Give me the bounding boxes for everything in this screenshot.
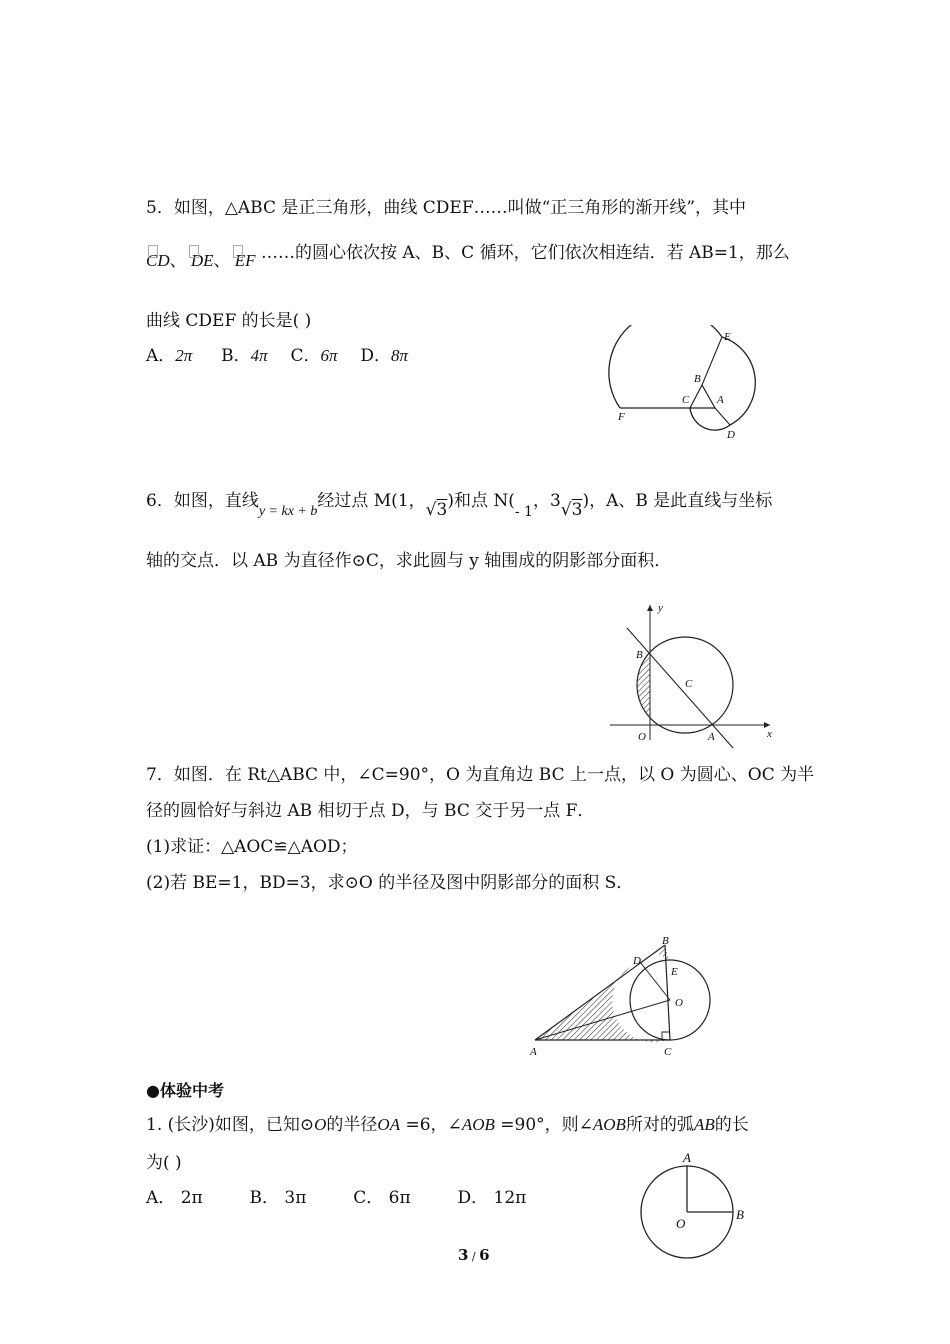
q6-label-y: y <box>658 602 663 614</box>
q6-line2: 轴的交点．以 AB 为直径作⊙C，求此圆与 y 轴围成的阴影部分面积． <box>146 551 672 571</box>
q6-figure <box>605 600 780 750</box>
q5-label-f: F <box>618 411 625 423</box>
q5-option-d: D．8π <box>360 346 408 366</box>
e1-figure <box>630 1145 760 1265</box>
q6-sqrt2: √3 <box>560 500 583 520</box>
q5-arc-de-curve <box>722 337 755 425</box>
q5-arc-de: DE <box>187 251 214 270</box>
e1-line2: 为( ) <box>146 1153 182 1173</box>
q5-line3: 曲线 CDEF 的长是( ) <box>146 311 312 331</box>
q6-label-c: C <box>685 678 693 690</box>
q5-label-d: D <box>727 429 735 441</box>
e1-label-a: A <box>683 1150 691 1165</box>
section-title: ●体验中考 <box>146 1081 224 1100</box>
q6-label-b: B <box>636 649 643 661</box>
q6-line1: 6．如图，直线$_{y = kx + b}$经过点 M(1，√3)和点 $N(_{- 1}$，3√3)，A、B 是此直线与坐标 <box>146 491 773 520</box>
q7-line4: (2)若 BE=1，BD=3，求⊙O 的半径及图中阴影部分的面积 S． <box>146 873 634 893</box>
q5-line2-rest: ……的圆心依次按 A、B、C 循环，它们依次相连结．若 AB=1，那么 <box>260 243 790 263</box>
q5-arc-cd-curve <box>690 408 730 430</box>
q6-sqrt1: √3 <box>425 500 448 520</box>
q5-line2 <box>146 243 790 272</box>
q5-option-b: B．4π <box>221 346 268 366</box>
e1-label-o: O <box>676 1216 686 1231</box>
q7-label-b: B <box>662 935 669 947</box>
q5-line1: 5．如图，△ABC 是正三角形，曲线 CDEF……叫做“正三角形的渐开线”，其中 <box>146 198 747 218</box>
q5-label-b: B <box>694 373 701 385</box>
e1-option-c: C． 6π <box>353 1188 411 1208</box>
q7-label-a: A <box>530 1046 537 1058</box>
q5-sep2: 、 <box>213 251 231 271</box>
q5-arc-ef: EF <box>231 251 256 270</box>
q7-line1: 7．如图．在 Rt△ABC 中，∠C=90°，O 为直角边 BC 上一点，以 O 为圆心、OC 为半 <box>146 765 815 785</box>
q6-neg1: - 1 <box>514 504 533 520</box>
e1-option-d: D． 12π <box>457 1188 527 1208</box>
q7-label-e: E <box>671 966 678 978</box>
q5-arc-ef-curve <box>609 325 722 408</box>
page-number: 3 / 6 <box>458 1246 490 1264</box>
q5-label-e: E <box>724 331 731 343</box>
q7-label-o: O <box>675 997 683 1009</box>
q5-options <box>146 345 408 367</box>
q5-label-c: C <box>682 394 690 406</box>
q5-sep1: 、 <box>169 251 187 271</box>
q5-figure <box>590 325 780 445</box>
q7-label-d: D <box>633 955 641 967</box>
e1-option-a: A． 2π <box>146 1188 203 1208</box>
q6-label-a: A <box>708 731 715 743</box>
q5-option-a: A．2π <box>146 346 193 366</box>
q6-label-x: x <box>767 728 772 740</box>
q5-label-a: A <box>717 394 724 406</box>
q7-label-c: C <box>664 1046 672 1058</box>
q5-option-c: C．6π <box>290 346 338 366</box>
q6-label-o: O <box>638 731 646 743</box>
e1-label-b: B <box>736 1207 744 1222</box>
e1-option-b: B． 3π <box>249 1188 307 1208</box>
q7-line2: 径的圆恰好与斜边 AB 相切于点 D，与 BC 交于另一点 F． <box>146 801 595 821</box>
q6-equation: y = kx + b <box>258 504 318 519</box>
q5-arc-cd: CD <box>146 251 170 270</box>
q7-line3: (1)求证：△AOC≌△AOD； <box>146 837 358 857</box>
e1-line1: 1. (长沙)如图，已知⊙O的半径OA =6，∠AOB =90°，则∠AOB所对的弧AB的长 <box>146 1115 749 1135</box>
e1-options <box>146 1187 526 1209</box>
q7-figure <box>525 930 725 1065</box>
